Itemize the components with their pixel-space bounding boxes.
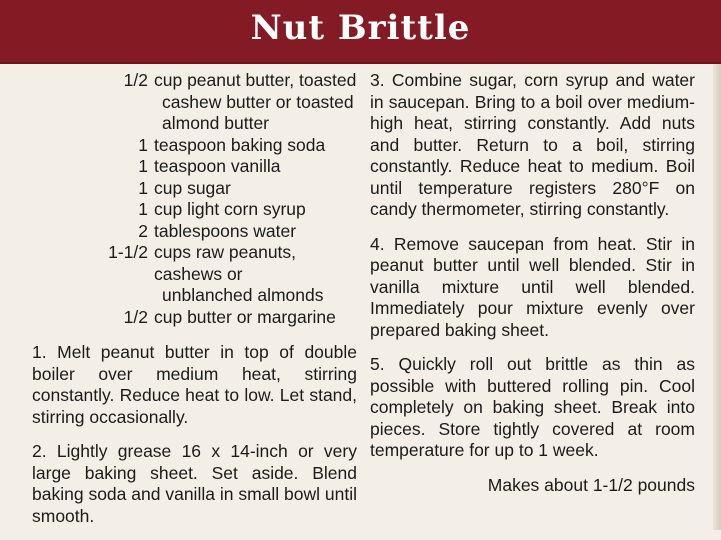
ingredient-quantity: 1 xyxy=(138,177,148,198)
ingredient-item xyxy=(32,178,357,200)
ingredient-quantity: 1 xyxy=(138,156,148,176)
step-3: 3. Combine sugar, corn syrup and water in saucepan. Bring to a boil over medium-high heat, stirring constantly. Add nuts and butter. Return to a boil, stirring constantly. Reduce heat to medium. Boil until temperature registers 280°F on candy thermometer, stirring constantly. xyxy=(370,70,695,219)
ingredient-continuation: unblanched almonds xyxy=(162,285,324,305)
ingredient-name: cup sugar xyxy=(154,177,231,198)
ingredient-quantity: 1-1/2 xyxy=(108,242,148,262)
recipe-yield: Makes about 1-1/2 pounds xyxy=(487,474,695,495)
ingredient-item xyxy=(32,70,357,135)
ingredient-item xyxy=(32,221,357,243)
ingredient-quantity: 1 xyxy=(138,134,148,155)
ingredient-name: cups raw peanuts, cashews or xyxy=(154,242,297,284)
ingredient-quantity: 2 xyxy=(138,220,148,241)
ingredient-name: teaspoon vanilla xyxy=(154,156,281,176)
step-1: 1. Melt peanut butter in top of double boiler over medium heat, stirring constantly. Reduce heat to low. Let stand, stirring occasionally. xyxy=(32,342,357,427)
ingredient-name: teaspoon baking soda xyxy=(154,134,326,155)
title-banner xyxy=(0,0,721,64)
ingredient-item xyxy=(32,242,357,307)
step-4: 4. Remove saucepan from heat. Stir in peanut butter until well blended. Stir in vanilla mixture until well blended. Immediately pour mixture evenly over prepared baking sheet. xyxy=(370,233,695,340)
ingredient-item xyxy=(32,307,357,329)
recipe-title: Nut Brittle xyxy=(250,8,471,48)
ingredient-continuation: cashew butter or toasted xyxy=(162,91,354,112)
page-edge xyxy=(713,64,721,530)
step-5: 5. Quickly roll out brittle as thin as possible with buttered rolling pin. Cool completely on baking sheet. Break into pieces. Store tightly covered at room temperature for up to 1 week. xyxy=(370,354,695,460)
ingredient-quantity: 1/2 xyxy=(123,70,148,90)
ingredient-name: cup butter or margarine xyxy=(154,306,336,327)
ingredient-item xyxy=(32,135,357,157)
ingredient-item xyxy=(32,199,357,221)
step-2: 2. Lightly grease 16 x 14-inch or very large baking sheet. Set aside. Blend baking soda and vanilla in small bowl until smooth. xyxy=(32,441,357,526)
right-column xyxy=(370,70,695,496)
ingredient-name: cup peanut butter, toasted xyxy=(154,70,357,90)
left-column xyxy=(32,70,357,540)
ingredient-name: cup light corn syrup xyxy=(154,199,306,219)
ingredient-list xyxy=(32,70,357,328)
ingredient-item xyxy=(32,156,357,178)
ingredient-quantity: 1/2 xyxy=(123,306,148,327)
ingredient-quantity: 1 xyxy=(138,199,148,219)
ingredient-continuation: almond butter xyxy=(162,113,270,133)
ingredient-name: tablespoons water xyxy=(154,220,297,241)
